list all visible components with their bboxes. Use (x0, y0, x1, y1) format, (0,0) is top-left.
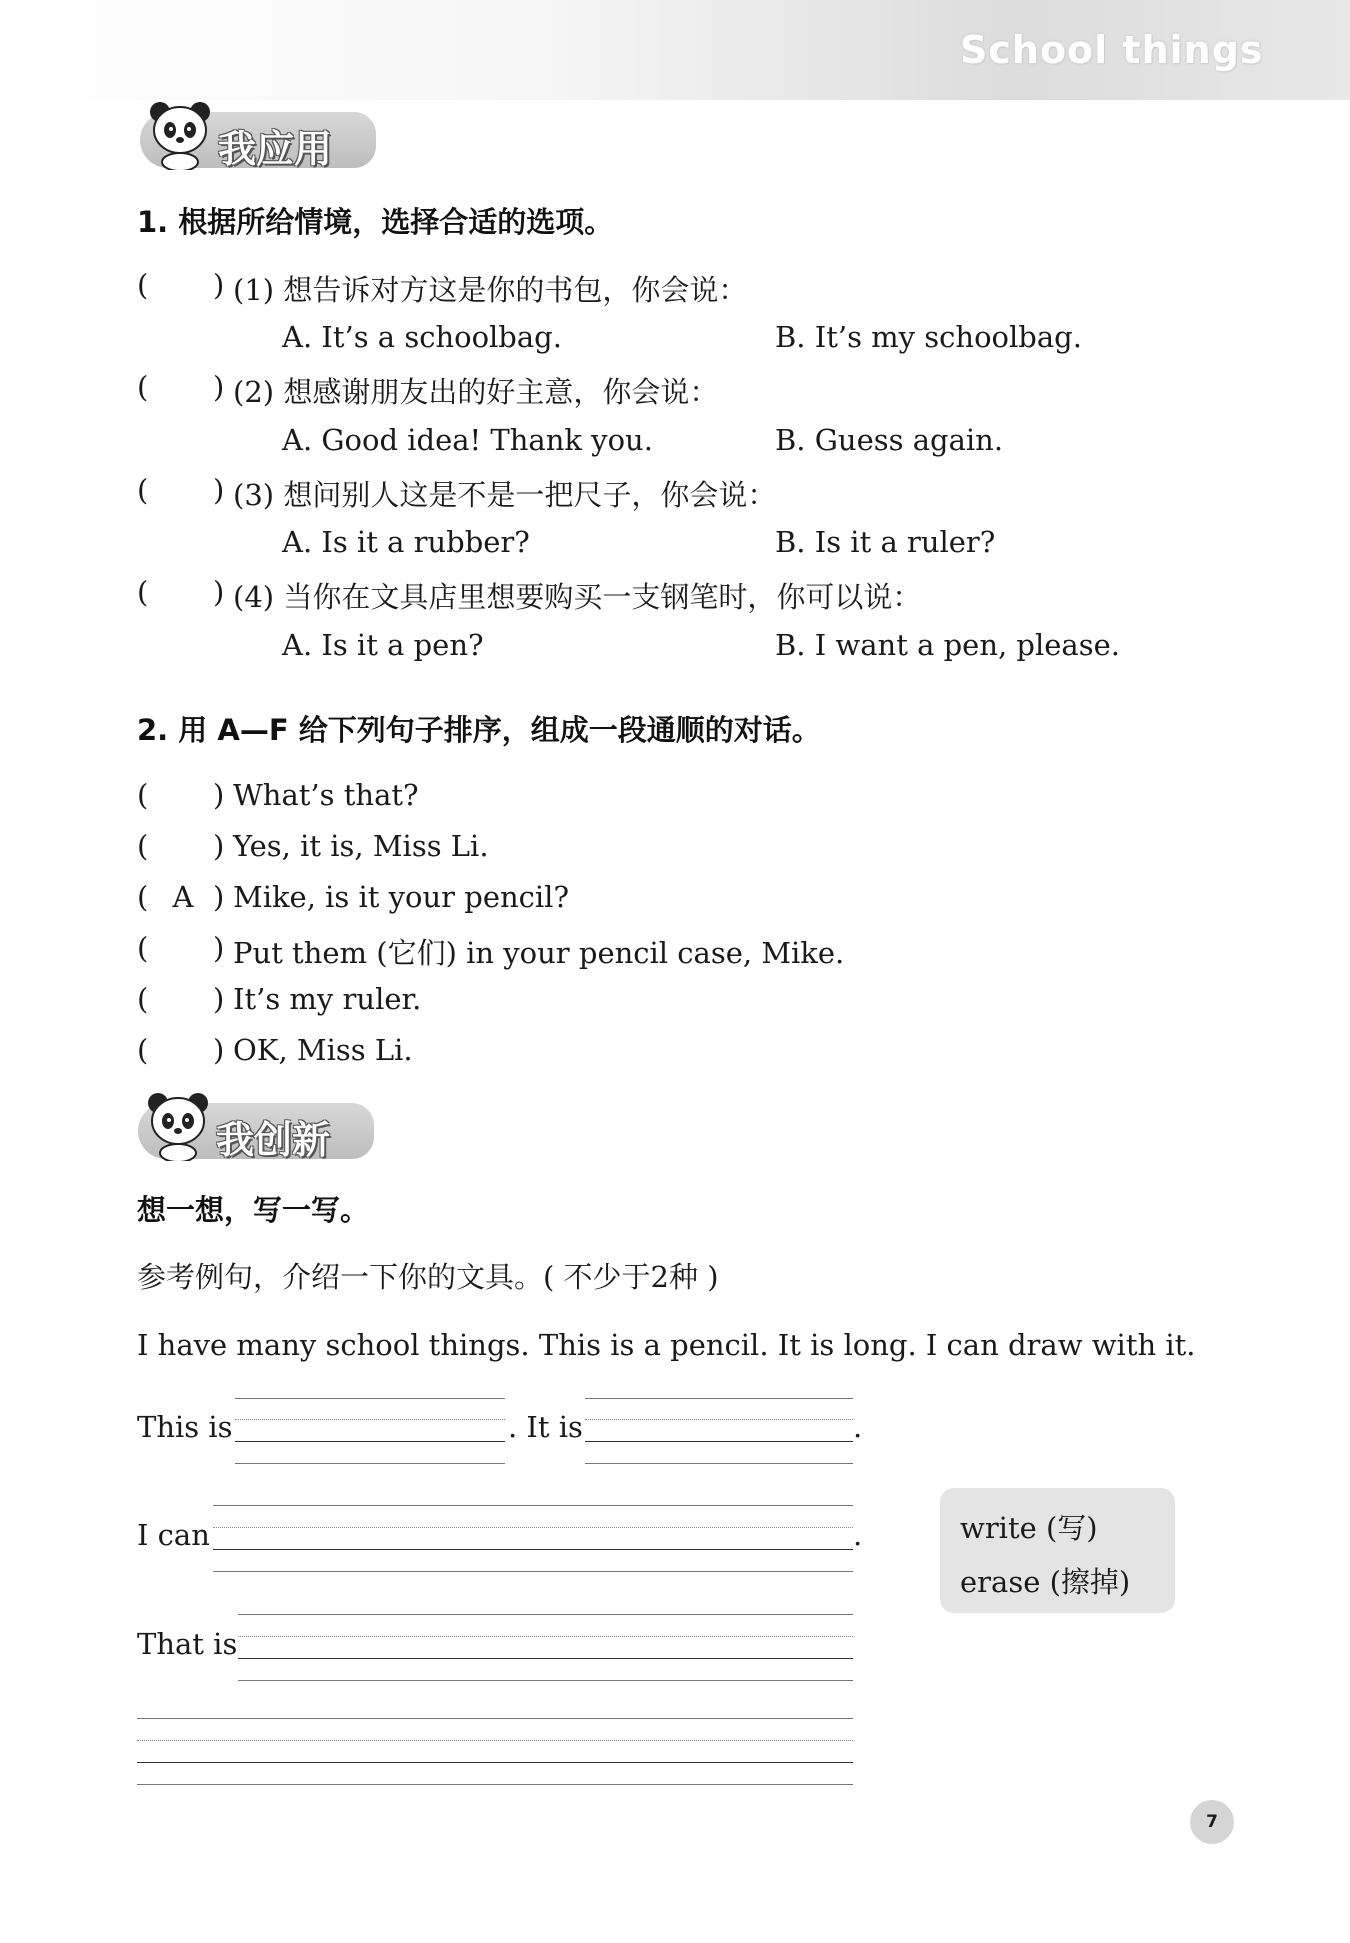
q1-item-3-option-a: A. Is it a rubber? (282, 525, 530, 559)
section-badge-apply (140, 112, 376, 171)
word-bank-item: erase (擦掉) (960, 1565, 1131, 1599)
writing-line[interactable] (137, 1762, 853, 1763)
writing-line[interactable] (585, 1441, 853, 1442)
prompt-it-is: . It is (508, 1410, 583, 1444)
prompt-this-is: This is (137, 1410, 233, 1444)
q1-item-4-option-a: A. Is it a pen? (282, 628, 484, 662)
writing-line[interactable] (213, 1549, 853, 1550)
example-sentence: I have many school things. This is a pencil. It is long. I can draw with it. (137, 1328, 1196, 1362)
question-3-title: 想一想，写一写。 (137, 1193, 370, 1227)
q1-item-2-option-b: B. Guess again. (775, 423, 1004, 457)
q1-item-1-option-a: A. It’s a schoolbag. (282, 320, 562, 354)
q1-item-1-option-b: B. It’s my schoolbag. (775, 320, 1082, 354)
q1-item-2-option-a: A. Good idea! Thank you. (282, 423, 653, 457)
prompt-i-can: I can (137, 1518, 210, 1552)
period: . (853, 1410, 863, 1444)
badge-label-apply: 我应用 (218, 127, 333, 171)
question-1-title: 1. 根据所给情境，选择合适的选项。 (137, 205, 614, 239)
instruction-text: 参考例句，介绍一下你的文具。( 不少于2种 ) (137, 1260, 719, 1294)
panda-icon (144, 1089, 214, 1161)
period: . (853, 1518, 863, 1552)
q1-item-4-option-b: B. I want a pen, please. (775, 628, 1120, 662)
prompt-that-is: That is (137, 1627, 238, 1661)
panda-icon (146, 98, 216, 170)
q1-item-3-option-b: B. Is it a ruler? (775, 525, 996, 559)
section-badge-create (138, 1103, 374, 1162)
word-bank-box (940, 1488, 1175, 1613)
badge-label-create: 我创新 (216, 1118, 331, 1162)
page-number: 7 (1190, 1800, 1234, 1844)
unit-title: School things (960, 28, 1264, 72)
answer-blank[interactable]: A (172, 880, 194, 914)
word-bank-item: write (写) (960, 1511, 1098, 1545)
writing-line[interactable] (238, 1658, 853, 1659)
writing-line[interactable] (235, 1441, 505, 1442)
question-2-title: 2. 用 A—F 给下列句子排序，组成一段通顺的对话。 (137, 713, 821, 747)
